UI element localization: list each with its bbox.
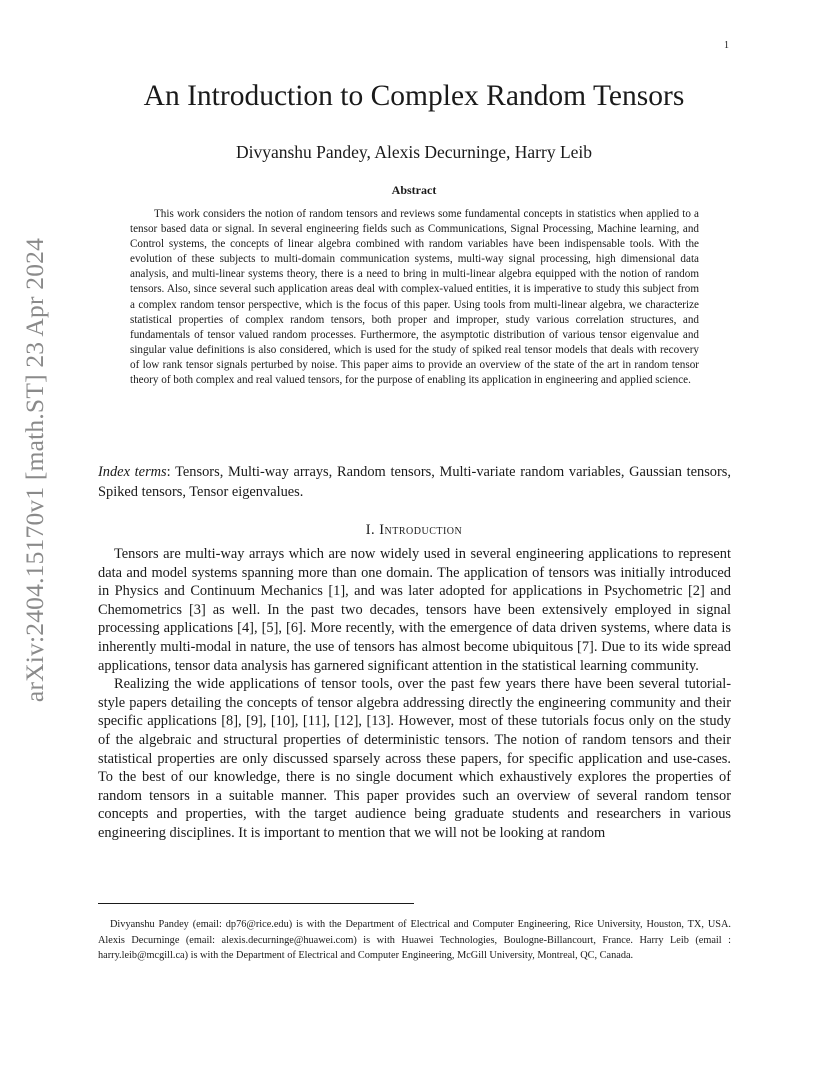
arxiv-identifier-text: arXiv:2404.15170v1 [math.ST] 23 Apr 2024 — [20, 237, 49, 703]
index-terms-label: Index terms — [98, 464, 167, 480]
index-terms-list: : Tensors, Multi-way arrays, Random tensors, Multi-variate random variables, Gaussian tensors, Spiked tensors, Tensor eigenvalues. — [98, 464, 731, 500]
abstract-heading: Abstract — [391, 183, 437, 197]
author-list: Divyanshu Pandey, Alexis Decurninge, Harry Leib — [235, 142, 593, 162]
author-affiliation-footnote: Divyanshu Pandey (email: dp76@rice.edu) is with the Department of Electrical and Computer Engineering, Rice University, Houston, TX, USA. Alexis Decurninge (email: alexis.decurninge@huawei.com) is with Huawei Technologies, Boulogne-Billancourt, France. Harry Leib (email : harry.leib@mcgill.ca) is with the Department of Electrical and Computer Engineering, McGill University, Montreal, QC, Canada. — [98, 919, 731, 961]
body-paragraph: Tensors are multi-way arrays which are now widely used in several engineering applications to represent data and model systems spanning more than one domain. The application of tensors was initially introduced in Physics and Continuum Mechanics [1], and was later adopted for applications in Psychometric [2] and Chemometrics [3] as well. In the past two decades, tensors have been extensively employed in signal processing applications [4], [5], [6]. More recently, with the emergence of data driven systems, where data is inherently multi-modal in nature, the use of tensors has almost become ubiquitous [7]. Due to its wide spread applications, tensor data analysis has garnered significant attention in the statistical learning community. — [98, 546, 731, 674]
introduction-body — [98, 545, 731, 843]
abstract-text: This work considers the notion of random tensors and reviews some fundamental concepts in statistics when applied to a tensor based data or signal. In several engineering fields such as Communications, Signal Processing, Machine learning, and Control systems, the concepts of linear algebra combined with random variables have been indispensable tools. With the evolution of these subjects to multi-domain communication systems, multi-way signal processing, high dimensional data analysis, and multi-linear systems theory, there is a need to bring in multi-linear algebra equipped with the notion of random tensors. Also, since several such application areas deal with complex-valued entities, it is imperative to study this subject from a complex random tensor perspective, which is the focus of this paper. Using tools from multi-linear algebra, we characterize statistical properties of complex random tensors, both proper and improper, study various correlation structures, and fundamentals of tensor valued random processes. Furthermore, the asymptotic distribution of various tensor eigenvalue and singular value definitions is also considered, which is used for the study of spiked real tensor models that deals with recovery of low rank tensor signals perturbed by noise. This paper aims to provide an overview of the state of the art in random tensor theory of both complex and real valued tensors, for the purpose of enabling its application in engineering and applied science. — [130, 208, 699, 387]
index-terms — [98, 462, 731, 502]
paper-title: An Introduction to Complex Random Tensors — [143, 80, 685, 112]
page-number: 1 — [724, 40, 729, 51]
body-paragraph: Realizing the wide applications of tensor tools, over the past few years there have been several tutorial-style papers detailing the concepts of tensor algebra addressing directly the engineering community and their specific applications [8], [9], [10], [11], [12], [13]. However, most of these tutorials focus only on the study of the algebraic and structural properties of deterministic tensors. The notion of random tensors and their statistical properties are only discussed sparsely across these papers, for specific application and use-cases. To the best of our knowledge, there is no single document which exhaustively explores the properties of random tensors in a suitable manner. This paper provides such an overview of several random tensor concepts and properties, with the target audience being graduate students and researchers in various engineering disciplines. It is important to mention that we will not be looking at random — [98, 676, 731, 841]
section-heading-introduction: I. Introduction — [365, 522, 463, 538]
arxiv-identifier-stamp — [10, 237, 60, 703]
footnote-divider — [98, 903, 414, 904]
